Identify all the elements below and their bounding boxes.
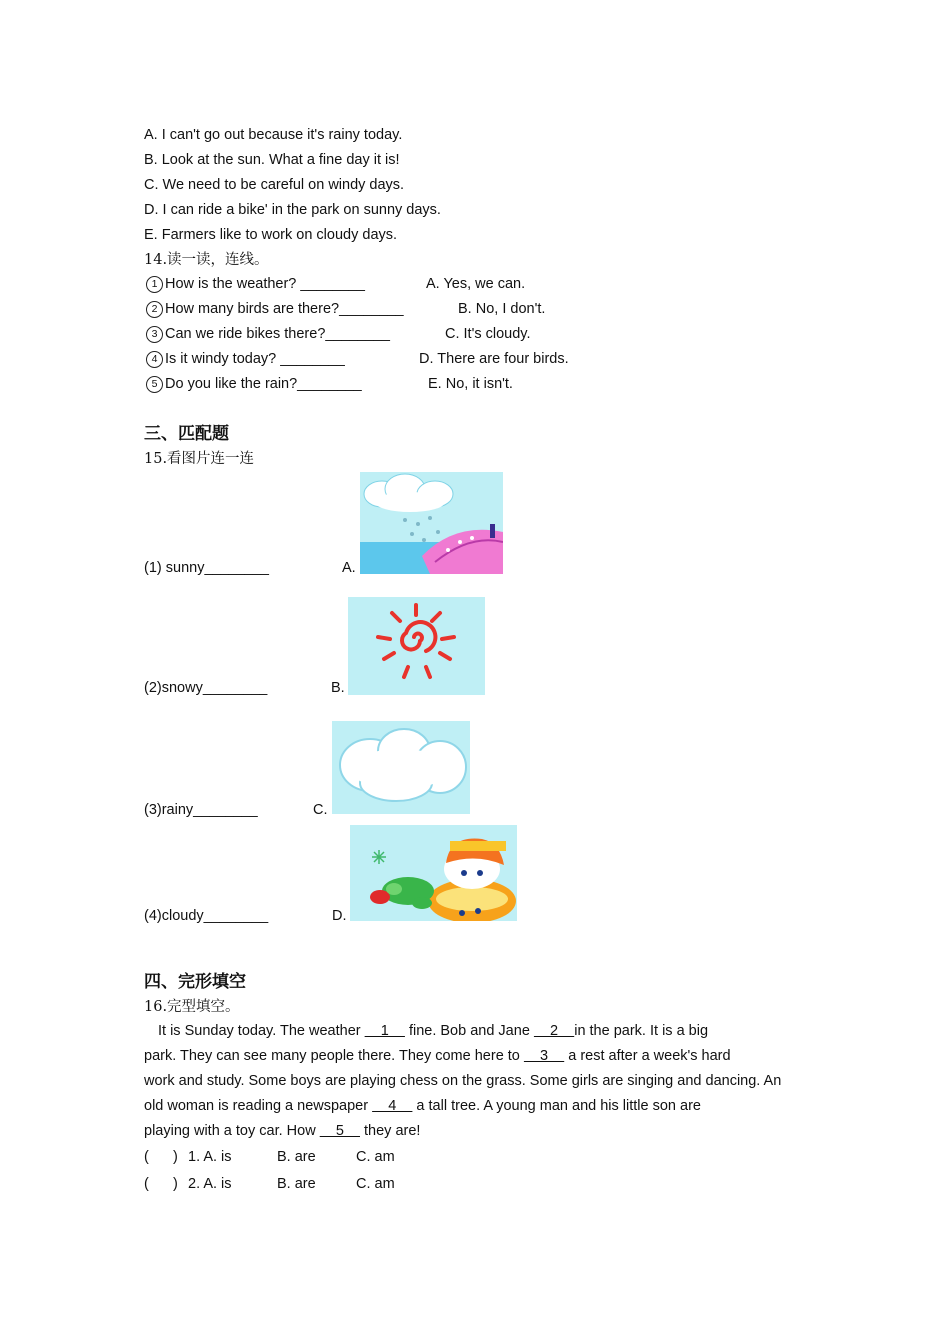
q14-left-2 [146,299,404,319]
match-word-2: (2)snowy________ [144,680,268,696]
q14-left-5 [146,374,362,394]
snowman-picture [350,825,517,921]
match-letter-c: C. [313,802,328,818]
passage-text: old woman is reading a newspaper [144,1098,373,1114]
passage-text: fine. Bob and Jane [404,1023,534,1039]
match-letter-a: A. [342,560,356,576]
circled-number: 4 [146,351,163,368]
cloud-picture [332,721,470,814]
q15-title: 15.看图片连一连 [144,451,255,467]
match-word-3: (3)rainy________ [144,802,258,818]
snow-umbrella-picture [360,472,503,574]
blank-4: 4 [372,1098,413,1114]
q14-left-3 [146,324,390,344]
choice-1-b: B. are [277,1149,316,1165]
passage-text: playing with a toy car. How [144,1123,320,1139]
q16-title: 16.完型填空。 [144,999,240,1015]
choice-2-b: B. are [277,1176,316,1192]
blank-1: 1 [364,1023,405,1039]
choice-2-paren[interactable]: ( ) [144,1176,178,1192]
q14-left-text: Can we ride bikes there?________ [165,326,390,342]
section4-heading: 四、完形填空 [144,972,246,992]
q14-right-b: B. No, I don't. [458,301,546,317]
blank-3: 3 [523,1048,565,1064]
sentence-d: D. I can ride a bike' in the park on sunny days. [144,202,441,218]
passage-line-3: work and study. Some boys are playing chess on the grass. Some girls are singing and dancing. An [144,1073,782,1089]
match-word-1: (1) sunny________ [144,560,269,576]
section3-heading: 三、匹配题 [144,424,229,444]
q14-right-d: D. There are four birds. [419,351,569,367]
choice-1-paren[interactable]: ( ) [144,1149,178,1165]
q14-title: 14.读一读，连线。 [144,252,269,268]
q14-right-c: C. It's cloudy. [445,326,531,342]
q14-left-text: How is the weather? ________ [165,276,365,292]
choice-2-a: 2. A. is [188,1176,232,1192]
q14-left-4 [146,349,345,369]
passage-line-2 [144,1046,731,1066]
sun-picture [348,597,485,695]
sentence-e: E. Farmers like to work on cloudy days. [144,227,398,243]
circled-number: 2 [146,301,163,318]
match-letter-b: B. [331,680,345,696]
passage-text: park. They can see many people there. They come here to [144,1048,524,1064]
circled-number: 5 [146,376,163,393]
passage-line-1 [158,1021,708,1041]
q14-right-a: A. Yes, we can. [426,276,526,292]
match-word-4: (4)cloudy________ [144,908,269,924]
circled-number: 3 [146,326,163,343]
match-letter-d: D. [332,908,347,924]
sentence-a: A. I can't go out because it's rainy today. [144,127,403,143]
choice-1-a: 1. A. is [188,1149,232,1165]
sentence-b: B. Look at the sun. What a fine day it is! [144,152,400,168]
passage-text: It is Sunday today. The weather [158,1023,365,1039]
q14-left-text: How many birds are there?________ [165,301,404,317]
q14-left-text: Do you like the rain?________ [165,376,362,392]
sentence-c: C. We need to be careful on windy days. [144,177,405,193]
q14-right-e: E. No, it isn't. [428,376,513,392]
circled-number: 1 [146,276,163,293]
q14-left-text: Is it windy today? ________ [165,351,345,367]
passage-line-5 [144,1121,420,1141]
passage-text: a rest after a week's hard [564,1048,731,1064]
q14-left-1 [146,274,365,294]
passage-text: in the park. It is a big [574,1023,709,1039]
choice-2-c: C. am [356,1176,395,1192]
blank-5: 5 [319,1123,360,1139]
passage-text: they are! [360,1123,421,1139]
passage-line-4 [144,1096,701,1116]
blank-2: 2 [533,1023,575,1039]
passage-text: a tall tree. A young man and his little son are [412,1098,701,1114]
choice-1-c: C. am [356,1149,395,1165]
